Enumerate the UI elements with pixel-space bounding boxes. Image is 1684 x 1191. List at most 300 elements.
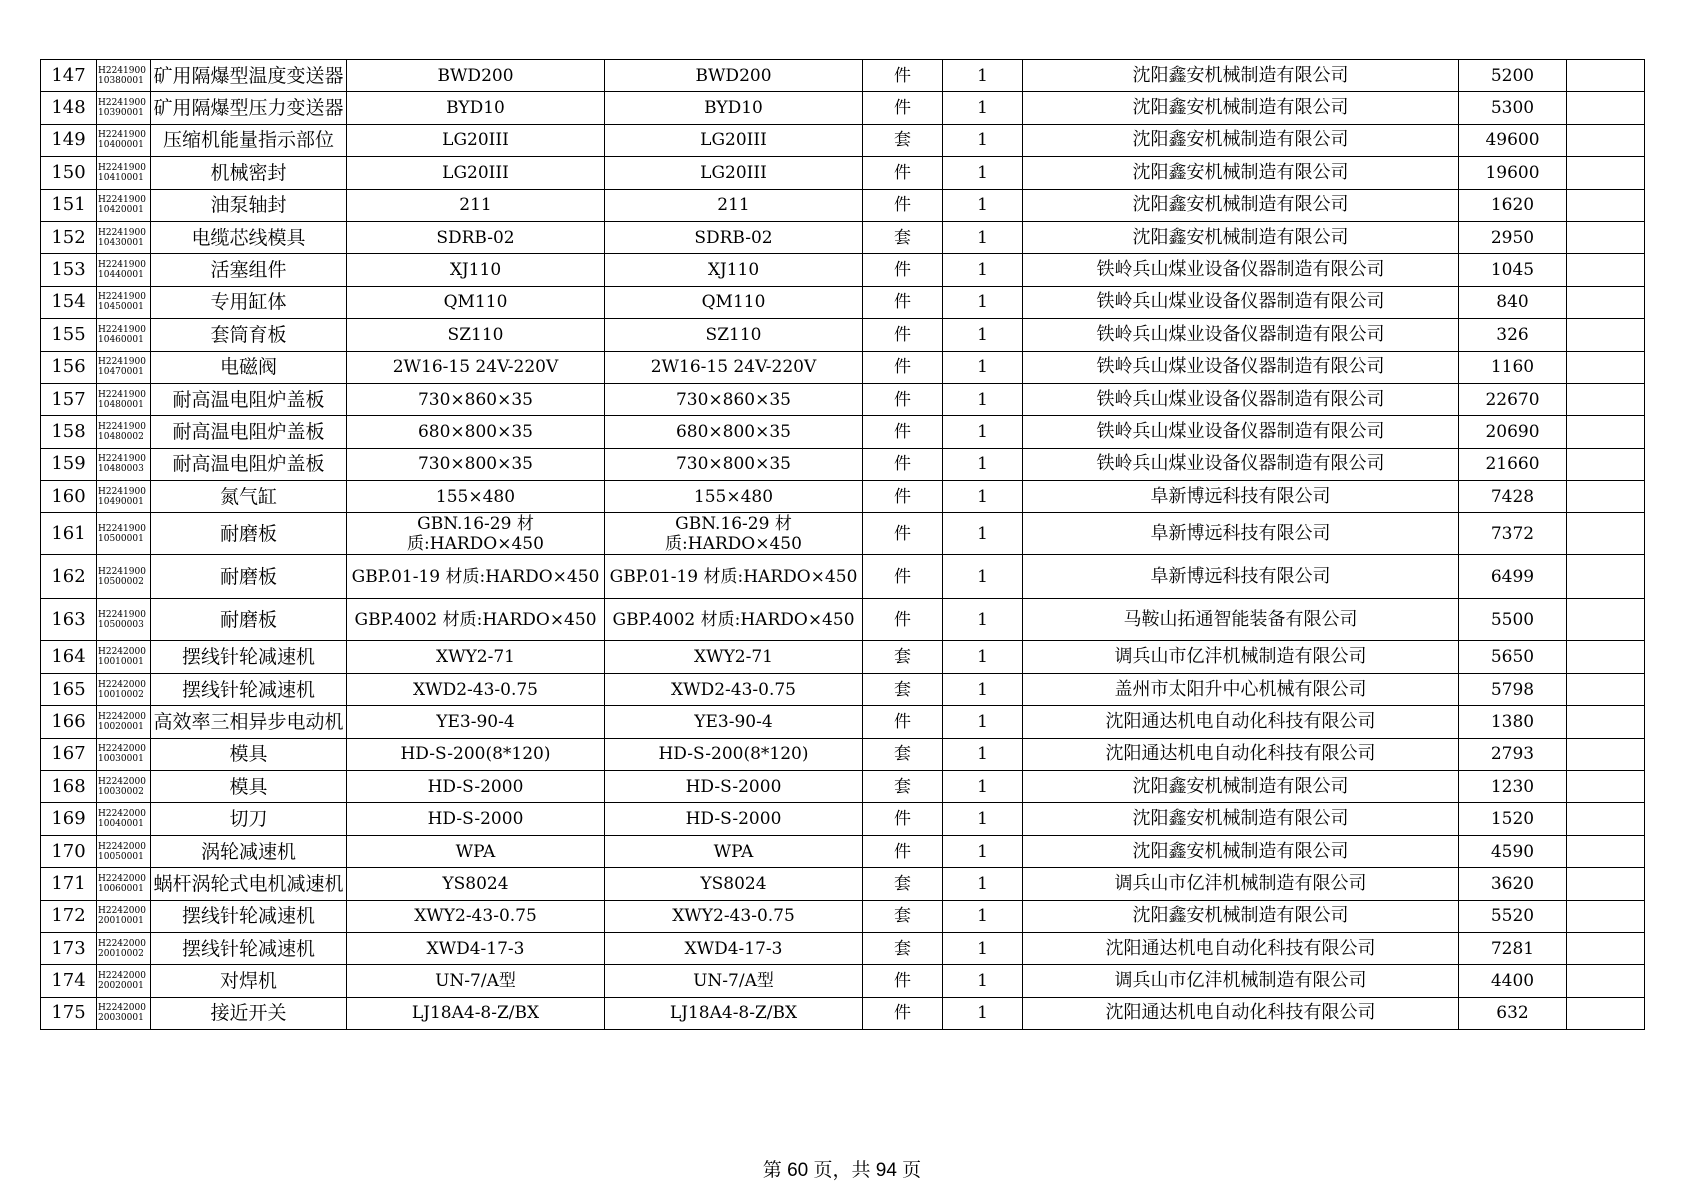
model-cell: YS8024 [605, 868, 863, 900]
quantity-cell: 1 [943, 416, 1023, 448]
remark-cell [1567, 932, 1645, 964]
specification-cell: XJ110 [347, 254, 605, 286]
model-cell: LG20III [605, 157, 863, 189]
table-row [41, 351, 1645, 383]
price-cell: 5650 [1459, 641, 1567, 673]
quantity-cell: 1 [943, 254, 1023, 286]
table-row [41, 481, 1645, 513]
table-row [41, 555, 1645, 599]
table-row [41, 383, 1645, 415]
model-cell: XJ110 [605, 254, 863, 286]
quantity-cell: 1 [943, 383, 1023, 415]
supplier-cell: 铁岭兵山煤业设备仪器制造有限公司 [1023, 351, 1459, 383]
supplier-cell: 铁岭兵山煤业设备仪器制造有限公司 [1023, 286, 1459, 318]
material-code-cell: H224200020010002 [97, 932, 151, 964]
unit-cell: 套 [863, 124, 943, 156]
model-cell: SZ110 [605, 319, 863, 351]
specification-cell: HD-S-2000 [347, 771, 605, 803]
row-number-cell: 170 [41, 835, 97, 867]
model-cell: XWD2-43-0.75 [605, 673, 863, 705]
unit-cell: 件 [863, 254, 943, 286]
price-cell: 1230 [1459, 771, 1567, 803]
material-name-cell: 耐高温电阻炉盖板 [151, 383, 347, 415]
quantity-cell: 1 [943, 92, 1023, 124]
specification-cell: XWY2-43-0.75 [347, 900, 605, 932]
remark-cell [1567, 835, 1645, 867]
material-code-cell: H224200010030001 [97, 738, 151, 770]
table-row [41, 416, 1645, 448]
model-cell: UN-7/A型 [605, 965, 863, 997]
material-code-cell: H224190010430001 [97, 221, 151, 253]
remark-cell [1567, 221, 1645, 253]
price-cell: 1620 [1459, 189, 1567, 221]
unit-cell: 套 [863, 868, 943, 900]
unit-cell: 件 [863, 965, 943, 997]
material-name-cell: 耐磨板 [151, 513, 347, 555]
specification-cell: LJ18A4-8-Z/BX [347, 997, 605, 1029]
supplier-cell: 沈阳鑫安机械制造有限公司 [1023, 189, 1459, 221]
quantity-cell: 1 [943, 673, 1023, 705]
supplier-cell: 沈阳通达机电自动化科技有限公司 [1023, 997, 1459, 1029]
row-number-cell: 153 [41, 254, 97, 286]
unit-cell: 件 [863, 189, 943, 221]
specification-cell: HD-S-2000 [347, 803, 605, 835]
specification-cell: BWD200 [347, 60, 605, 92]
unit-cell: 件 [863, 555, 943, 599]
model-cell: XWY2-71 [605, 641, 863, 673]
unit-cell: 件 [863, 448, 943, 480]
remark-cell [1567, 481, 1645, 513]
row-number-cell: 163 [41, 599, 97, 641]
model-cell: 730×800×35 [605, 448, 863, 480]
specification-cell: YS8024 [347, 868, 605, 900]
price-cell: 5520 [1459, 900, 1567, 932]
material-code-cell: H224200020010001 [97, 900, 151, 932]
quantity-cell: 1 [943, 448, 1023, 480]
table-row [41, 254, 1645, 286]
quantity-cell: 1 [943, 738, 1023, 770]
remark-cell [1567, 416, 1645, 448]
specification-cell: 680×800×35 [347, 416, 605, 448]
row-number-cell: 154 [41, 286, 97, 318]
remark-cell [1567, 92, 1645, 124]
model-cell: SDRB-02 [605, 221, 863, 253]
quantity-cell: 1 [943, 932, 1023, 964]
material-name-cell: 模具 [151, 771, 347, 803]
quantity-cell: 1 [943, 60, 1023, 92]
supplier-cell: 沈阳鑫安机械制造有限公司 [1023, 771, 1459, 803]
specification-cell: 155×480 [347, 481, 605, 513]
row-number-cell: 152 [41, 221, 97, 253]
model-cell: XWD4-17-3 [605, 932, 863, 964]
supplier-cell: 铁岭兵山煤业设备仪器制造有限公司 [1023, 416, 1459, 448]
specification-cell: HD-S-200(8*120) [347, 738, 605, 770]
supplier-cell: 沈阳鑫安机械制造有限公司 [1023, 124, 1459, 156]
price-cell: 20690 [1459, 416, 1567, 448]
material-code-cell: H224200020030001 [97, 997, 151, 1029]
quantity-cell: 1 [943, 835, 1023, 867]
row-number-cell: 168 [41, 771, 97, 803]
quantity-cell: 1 [943, 997, 1023, 1029]
material-code-cell: H224200010040001 [97, 803, 151, 835]
remark-cell [1567, 254, 1645, 286]
table-row [41, 448, 1645, 480]
model-cell: XWY2-43-0.75 [605, 900, 863, 932]
supplier-cell: 沈阳鑫安机械制造有限公司 [1023, 60, 1459, 92]
table-row [41, 124, 1645, 156]
specification-cell: XWY2-71 [347, 641, 605, 673]
unit-cell: 件 [863, 60, 943, 92]
specification-cell: 2W16-15 24V-220V [347, 351, 605, 383]
unit-cell: 套 [863, 771, 943, 803]
unit-cell: 件 [863, 157, 943, 189]
price-cell: 1520 [1459, 803, 1567, 835]
material-name-cell: 耐磨板 [151, 599, 347, 641]
supplier-cell: 沈阳鑫安机械制造有限公司 [1023, 900, 1459, 932]
remark-cell [1567, 124, 1645, 156]
material-name-cell: 摆线针轮减速机 [151, 900, 347, 932]
row-number-cell: 172 [41, 900, 97, 932]
table-row [41, 221, 1645, 253]
supplier-cell: 沈阳鑫安机械制造有限公司 [1023, 157, 1459, 189]
row-number-cell: 174 [41, 965, 97, 997]
parts-price-table [40, 59, 1645, 1030]
table-row [41, 319, 1645, 351]
quantity-cell: 1 [943, 124, 1023, 156]
table-row [41, 706, 1645, 738]
material-code-cell: H224200010030002 [97, 771, 151, 803]
model-cell: QM110 [605, 286, 863, 318]
unit-cell: 件 [863, 416, 943, 448]
unit-cell: 套 [863, 673, 943, 705]
model-cell: YE3-90-4 [605, 706, 863, 738]
table-row [41, 60, 1645, 92]
unit-cell: 件 [863, 513, 943, 555]
supplier-cell: 铁岭兵山煤业设备仪器制造有限公司 [1023, 254, 1459, 286]
table-row [41, 92, 1645, 124]
quantity-cell: 1 [943, 351, 1023, 383]
material-name-cell: 耐高温电阻炉盖板 [151, 448, 347, 480]
price-cell: 1160 [1459, 351, 1567, 383]
table-row [41, 997, 1645, 1029]
supplier-cell: 沈阳鑫安机械制造有限公司 [1023, 835, 1459, 867]
remark-cell [1567, 706, 1645, 738]
price-cell: 7372 [1459, 513, 1567, 555]
specification-cell: 211 [347, 189, 605, 221]
price-cell: 1380 [1459, 706, 1567, 738]
model-cell: 155×480 [605, 481, 863, 513]
quantity-cell: 1 [943, 599, 1023, 641]
remark-cell [1567, 771, 1645, 803]
material-code-cell: H224190010450001 [97, 286, 151, 318]
row-number-cell: 165 [41, 673, 97, 705]
table-row [41, 673, 1645, 705]
price-cell: 4590 [1459, 835, 1567, 867]
supplier-cell: 沈阳通达机电自动化科技有限公司 [1023, 706, 1459, 738]
material-name-cell: 油泵轴封 [151, 189, 347, 221]
material-name-cell: 高效率三相异步电动机 [151, 706, 347, 738]
remark-cell [1567, 157, 1645, 189]
material-name-cell: 电缆芯线模具 [151, 221, 347, 253]
row-number-cell: 173 [41, 932, 97, 964]
page-footer: 第 60 页，共 94 页 [762, 1160, 922, 1181]
price-cell: 326 [1459, 319, 1567, 351]
quantity-cell: 1 [943, 555, 1023, 599]
supplier-cell: 调兵山市亿沣机械制造有限公司 [1023, 868, 1459, 900]
table-row [41, 868, 1645, 900]
material-name-cell: 接近开关 [151, 997, 347, 1029]
quantity-cell: 1 [943, 868, 1023, 900]
supplier-cell: 马鞍山拓通智能装备有限公司 [1023, 599, 1459, 641]
table-row [41, 513, 1645, 555]
table-row [41, 641, 1645, 673]
material-name-cell: 对焊机 [151, 965, 347, 997]
row-number-cell: 166 [41, 706, 97, 738]
row-number-cell: 167 [41, 738, 97, 770]
material-name-cell: 套筒育板 [151, 319, 347, 351]
table-row [41, 771, 1645, 803]
specification-cell: GBP.4002 材质:HARDO×450 [347, 599, 605, 641]
specification-cell: SZ110 [347, 319, 605, 351]
specification-cell: UN-7/A型 [347, 965, 605, 997]
supplier-cell: 沈阳通达机电自动化科技有限公司 [1023, 932, 1459, 964]
table-row [41, 157, 1645, 189]
quantity-cell: 1 [943, 319, 1023, 351]
price-cell: 49600 [1459, 124, 1567, 156]
table-row [41, 803, 1645, 835]
row-number-cell: 155 [41, 319, 97, 351]
model-cell: LJ18A4-8-Z/BX [605, 997, 863, 1029]
remark-cell [1567, 900, 1645, 932]
row-number-cell: 162 [41, 555, 97, 599]
supplier-cell: 调兵山市亿沣机械制造有限公司 [1023, 641, 1459, 673]
material-name-cell: 摆线针轮减速机 [151, 932, 347, 964]
supplier-cell: 沈阳鑫安机械制造有限公司 [1023, 92, 1459, 124]
remark-cell [1567, 351, 1645, 383]
model-cell: HD-S-200(8*120) [605, 738, 863, 770]
quantity-cell: 1 [943, 157, 1023, 189]
row-number-cell: 161 [41, 513, 97, 555]
price-cell: 7428 [1459, 481, 1567, 513]
remark-cell [1567, 448, 1645, 480]
material-code-cell: H224190010420001 [97, 189, 151, 221]
unit-cell: 套 [863, 221, 943, 253]
specification-cell: XWD4-17-3 [347, 932, 605, 964]
price-cell: 4400 [1459, 965, 1567, 997]
material-name-cell: 机械密封 [151, 157, 347, 189]
specification-cell: 730×860×35 [347, 383, 605, 415]
quantity-cell: 1 [943, 900, 1023, 932]
supplier-cell: 铁岭兵山煤业设备仪器制造有限公司 [1023, 448, 1459, 480]
row-number-cell: 150 [41, 157, 97, 189]
remark-cell [1567, 738, 1645, 770]
unit-cell: 件 [863, 481, 943, 513]
material-code-cell: H224190010500002 [97, 555, 151, 599]
model-cell: 211 [605, 189, 863, 221]
quantity-cell: 1 [943, 706, 1023, 738]
unit-cell: 件 [863, 286, 943, 318]
supplier-cell: 调兵山市亿沣机械制造有限公司 [1023, 965, 1459, 997]
material-name-cell: 耐磨板 [151, 555, 347, 599]
price-cell: 840 [1459, 286, 1567, 318]
specification-cell: SDRB-02 [347, 221, 605, 253]
model-cell: 2W16-15 24V-220V [605, 351, 863, 383]
material-code-cell: H224190010390001 [97, 92, 151, 124]
material-name-cell: 涡轮减速机 [151, 835, 347, 867]
material-code-cell: H224190010500001 [97, 513, 151, 555]
specification-cell: QM110 [347, 286, 605, 318]
supplier-cell: 铁岭兵山煤业设备仪器制造有限公司 [1023, 383, 1459, 415]
material-name-cell: 耐高温电阻炉盖板 [151, 416, 347, 448]
table-row [41, 599, 1645, 641]
row-number-cell: 171 [41, 868, 97, 900]
table-row [41, 738, 1645, 770]
remark-cell [1567, 803, 1645, 835]
table-body [41, 60, 1645, 1030]
specification-cell: 730×800×35 [347, 448, 605, 480]
model-cell: LG20III [605, 124, 863, 156]
unit-cell: 件 [863, 599, 943, 641]
supplier-cell: 沈阳鑫安机械制造有限公司 [1023, 221, 1459, 253]
unit-cell: 件 [863, 92, 943, 124]
material-name-cell: 矿用隔爆型温度变送器 [151, 60, 347, 92]
material-name-cell: 切刀 [151, 803, 347, 835]
table-row [41, 965, 1645, 997]
material-code-cell: H224190010380001 [97, 60, 151, 92]
unit-cell: 件 [863, 319, 943, 351]
material-name-cell: 模具 [151, 738, 347, 770]
price-cell: 632 [1459, 997, 1567, 1029]
specification-cell: BYD10 [347, 92, 605, 124]
material-code-cell: H224190010470001 [97, 351, 151, 383]
supplier-cell: 盖州市太阳升中心机械有限公司 [1023, 673, 1459, 705]
material-code-cell: H224200010060001 [97, 868, 151, 900]
quantity-cell: 1 [943, 641, 1023, 673]
specification-cell: GBN.16-29 材质:HARDO×450 [347, 513, 605, 555]
row-number-cell: 147 [41, 60, 97, 92]
price-cell: 5500 [1459, 599, 1567, 641]
specification-cell: YE3-90-4 [347, 706, 605, 738]
row-number-cell: 164 [41, 641, 97, 673]
model-cell: WPA [605, 835, 863, 867]
model-cell: GBN.16-29 材质:HARDO×450 [605, 513, 863, 555]
material-name-cell: 专用缸体 [151, 286, 347, 318]
price-cell: 22670 [1459, 383, 1567, 415]
quantity-cell: 1 [943, 803, 1023, 835]
price-cell: 2793 [1459, 738, 1567, 770]
material-name-cell: 蜗杆涡轮式电机减速机 [151, 868, 347, 900]
unit-cell: 套 [863, 900, 943, 932]
remark-cell [1567, 60, 1645, 92]
specification-cell: GBP.01-19 材质:HARDO×450 [347, 555, 605, 599]
material-code-cell: H224190010490001 [97, 481, 151, 513]
row-number-cell: 175 [41, 997, 97, 1029]
remark-cell [1567, 599, 1645, 641]
material-code-cell: H224190010500003 [97, 599, 151, 641]
unit-cell: 件 [863, 383, 943, 415]
row-number-cell: 158 [41, 416, 97, 448]
material-name-cell: 矿用隔爆型压力变送器 [151, 92, 347, 124]
material-code-cell: H224190010480003 [97, 448, 151, 480]
quantity-cell: 1 [943, 286, 1023, 318]
material-code-cell: H224190010410001 [97, 157, 151, 189]
unit-cell: 件 [863, 835, 943, 867]
model-cell: GBP.01-19 材质:HARDO×450 [605, 555, 863, 599]
material-name-cell: 摆线针轮减速机 [151, 673, 347, 705]
supplier-cell: 阜新博远科技有限公司 [1023, 513, 1459, 555]
supplier-cell: 沈阳通达机电自动化科技有限公司 [1023, 738, 1459, 770]
remark-cell [1567, 555, 1645, 599]
unit-cell: 套 [863, 641, 943, 673]
row-number-cell: 149 [41, 124, 97, 156]
specification-cell: WPA [347, 835, 605, 867]
quantity-cell: 1 [943, 965, 1023, 997]
remark-cell [1567, 513, 1645, 555]
table-row [41, 189, 1645, 221]
supplier-cell: 沈阳鑫安机械制造有限公司 [1023, 803, 1459, 835]
material-code-cell: H224190010480002 [97, 416, 151, 448]
price-cell: 19600 [1459, 157, 1567, 189]
material-code-cell: H224190010480001 [97, 383, 151, 415]
row-number-cell: 169 [41, 803, 97, 835]
price-cell: 5200 [1459, 60, 1567, 92]
material-code-cell: H224200010020001 [97, 706, 151, 738]
remark-cell [1567, 965, 1645, 997]
material-name-cell: 氮气缸 [151, 481, 347, 513]
remark-cell [1567, 189, 1645, 221]
remark-cell [1567, 641, 1645, 673]
quantity-cell: 1 [943, 481, 1023, 513]
material-code-cell: H224200020020001 [97, 965, 151, 997]
model-cell: HD-S-2000 [605, 803, 863, 835]
unit-cell: 件 [863, 997, 943, 1029]
model-cell: BWD200 [605, 60, 863, 92]
model-cell: BYD10 [605, 92, 863, 124]
quantity-cell: 1 [943, 513, 1023, 555]
remark-cell [1567, 868, 1645, 900]
quantity-cell: 1 [943, 189, 1023, 221]
material-name-cell: 压缩机能量指示部位 [151, 124, 347, 156]
remark-cell [1567, 673, 1645, 705]
quantity-cell: 1 [943, 771, 1023, 803]
material-name-cell: 活塞组件 [151, 254, 347, 286]
model-cell: 680×800×35 [605, 416, 863, 448]
price-cell: 6499 [1459, 555, 1567, 599]
price-cell: 5798 [1459, 673, 1567, 705]
remark-cell [1567, 383, 1645, 415]
price-cell: 21660 [1459, 448, 1567, 480]
model-cell: HD-S-2000 [605, 771, 863, 803]
price-cell: 3620 [1459, 868, 1567, 900]
row-number-cell: 151 [41, 189, 97, 221]
model-cell: GBP.4002 材质:HARDO×450 [605, 599, 863, 641]
material-name-cell: 电磁阀 [151, 351, 347, 383]
row-number-cell: 156 [41, 351, 97, 383]
material-name-cell: 摆线针轮减速机 [151, 641, 347, 673]
table-row [41, 900, 1645, 932]
table-row [41, 932, 1645, 964]
table-row [41, 835, 1645, 867]
unit-cell: 套 [863, 738, 943, 770]
specification-cell: XWD2-43-0.75 [347, 673, 605, 705]
material-code-cell: H224190010460001 [97, 319, 151, 351]
unit-cell: 件 [863, 706, 943, 738]
remark-cell [1567, 286, 1645, 318]
specification-cell: LG20III [347, 124, 605, 156]
remark-cell [1567, 319, 1645, 351]
material-code-cell: H224200010050001 [97, 835, 151, 867]
material-code-cell: H224190010440001 [97, 254, 151, 286]
